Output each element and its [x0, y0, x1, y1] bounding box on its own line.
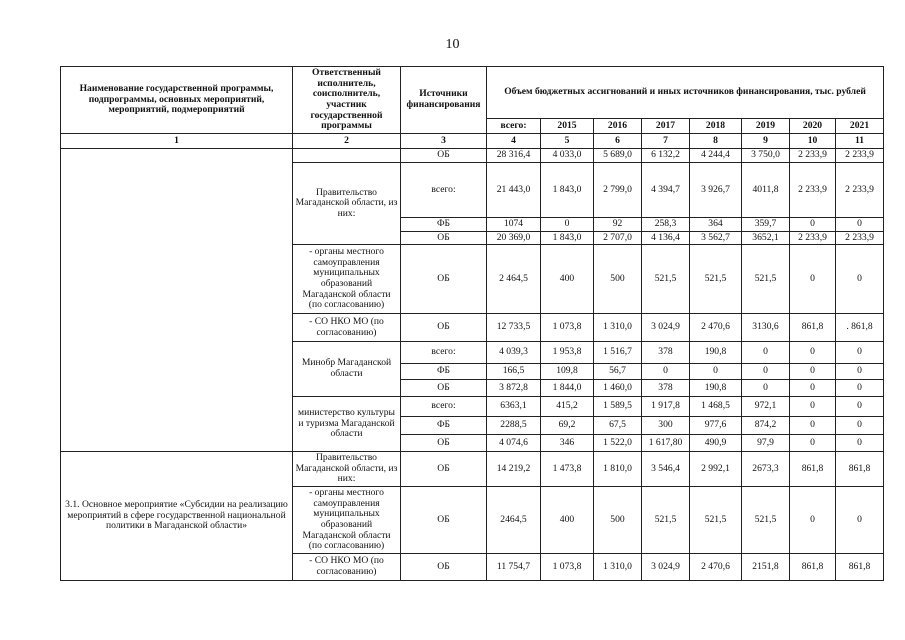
- value-cell: 346: [541, 435, 594, 452]
- program-name-cell: [61, 149, 293, 452]
- value-cell: 1 844,0: [541, 380, 594, 397]
- value-cell: 0: [790, 380, 836, 397]
- value-cell: 2 470,6: [690, 314, 742, 342]
- source-cell: всего:: [401, 397, 487, 417]
- col-executor-header: Ответственный исполнитель, соисполнитель, участник государственной программы: [293, 67, 401, 134]
- value-cell: 2 470,6: [690, 554, 742, 581]
- header-row: [61, 67, 884, 119]
- value-cell: 378: [642, 342, 690, 364]
- value-cell: . 861,8: [836, 314, 884, 342]
- source-cell: ОБ: [401, 487, 487, 554]
- col-name-header: Наименование государственной программы, подпрограммы, основных мероприятий, мероприятий, подмероприятий: [61, 67, 293, 134]
- value-cell: 92: [594, 218, 642, 232]
- value-cell: 190,8: [690, 380, 742, 397]
- year-header: 2015: [541, 119, 594, 134]
- column-number: 6: [594, 134, 642, 149]
- value-cell: 4 074,6: [487, 435, 541, 452]
- executor-cell: - органы местного самоуправления муниципальных образований Магаданской области (по согласованию): [293, 245, 401, 314]
- value-cell: 415,2: [541, 397, 594, 417]
- value-cell: 3652,1: [742, 232, 790, 245]
- value-cell: 0: [836, 218, 884, 232]
- value-cell: 3 546,4: [642, 452, 690, 487]
- value-cell: 0: [790, 435, 836, 452]
- column-number: 8: [690, 134, 742, 149]
- value-cell: 1 522,0: [594, 435, 642, 452]
- value-cell: 0: [790, 342, 836, 364]
- value-cell: 378: [642, 380, 690, 397]
- value-cell: 0: [836, 417, 884, 435]
- value-cell: 2 233,9: [790, 232, 836, 245]
- source-cell: ОБ: [401, 232, 487, 245]
- value-cell: 359,7: [742, 218, 790, 232]
- executor-cell: Правительство Магаданской области, из них:: [293, 163, 401, 245]
- value-cell: 4 244,4: [690, 149, 742, 163]
- value-cell: 2288,5: [487, 417, 541, 435]
- value-cell: 258,3: [642, 218, 690, 232]
- value-cell: 521,5: [690, 487, 742, 554]
- value-cell: 2 233,9: [790, 163, 836, 218]
- value-cell: 3 562,7: [690, 232, 742, 245]
- column-number: 7: [642, 134, 690, 149]
- value-cell: 521,5: [742, 245, 790, 314]
- col-volume-header: Объем бюджетных ассигнований и иных источников финансирования, тыс. рублей: [487, 67, 884, 119]
- value-cell: 490,9: [690, 435, 742, 452]
- source-cell: ОБ: [401, 554, 487, 581]
- source-cell: ОБ: [401, 380, 487, 397]
- value-cell: 2 233,9: [836, 163, 884, 218]
- value-cell: 1 073,8: [541, 554, 594, 581]
- value-cell: 861,8: [790, 554, 836, 581]
- source-cell: всего:: [401, 342, 487, 364]
- year-header: 2018: [690, 119, 742, 134]
- value-cell: 97,9: [742, 435, 790, 452]
- value-cell: 2 464,5: [487, 245, 541, 314]
- value-cell: 1 953,8: [541, 342, 594, 364]
- page-number: 10: [445, 37, 460, 52]
- value-cell: 3 024,9: [642, 314, 690, 342]
- value-cell: 2 992,1: [690, 452, 742, 487]
- value-cell: 2 233,9: [790, 149, 836, 163]
- value-cell: 2 233,9: [836, 232, 884, 245]
- value-cell: 0: [790, 364, 836, 380]
- value-cell: 0: [742, 342, 790, 364]
- value-cell: 1 843,0: [541, 163, 594, 218]
- column-number: 2: [293, 134, 401, 149]
- value-cell: 2 233,9: [836, 149, 884, 163]
- year-header: 2021: [836, 119, 884, 134]
- value-cell: 0: [836, 245, 884, 314]
- value-cell: 0: [642, 364, 690, 380]
- value-cell: 0: [790, 417, 836, 435]
- value-cell: 1 468,5: [690, 397, 742, 417]
- value-cell: 4 039,3: [487, 342, 541, 364]
- value-cell: 2 799,0: [594, 163, 642, 218]
- value-cell: 300: [642, 417, 690, 435]
- executor-cell: - СО НКО МО (по согласованию): [293, 314, 401, 342]
- table-row: [61, 149, 884, 163]
- year-header: 2019: [742, 119, 790, 134]
- value-cell: 20 369,0: [487, 232, 541, 245]
- column-number: 11: [836, 134, 884, 149]
- executor-cell: Минобр Магаданской области: [293, 342, 401, 397]
- value-cell: 1 473,8: [541, 452, 594, 487]
- source-cell: ОБ: [401, 149, 487, 163]
- value-cell: 0: [836, 487, 884, 554]
- budget-table: [60, 66, 884, 581]
- value-cell: 400: [541, 245, 594, 314]
- column-number: 9: [742, 134, 790, 149]
- value-cell: 14 219,2: [487, 452, 541, 487]
- value-cell: 21 443,0: [487, 163, 541, 218]
- value-cell: 3130,6: [742, 314, 790, 342]
- column-number-row: [61, 134, 884, 149]
- value-cell: 1074: [487, 218, 541, 232]
- value-cell: 0: [742, 364, 790, 380]
- value-cell: 521,5: [742, 487, 790, 554]
- executor-cell: - органы местного самоуправления муниципальных образований Магаданской области (по согласованию): [293, 487, 401, 554]
- source-cell: ОБ: [401, 245, 487, 314]
- value-cell: 521,5: [642, 245, 690, 314]
- column-number: 1: [61, 134, 293, 149]
- value-cell: 1 843,0: [541, 232, 594, 245]
- value-cell: 0: [836, 435, 884, 452]
- year-header: 2017: [642, 119, 690, 134]
- year-header: всего:: [487, 119, 541, 134]
- value-cell: 67,5: [594, 417, 642, 435]
- value-cell: 28 316,4: [487, 149, 541, 163]
- value-cell: 1 617,80: [642, 435, 690, 452]
- value-cell: 0: [790, 245, 836, 314]
- value-cell: 400: [541, 487, 594, 554]
- value-cell: 861,8: [790, 452, 836, 487]
- value-cell: 4 394,7: [642, 163, 690, 218]
- value-cell: 0: [836, 342, 884, 364]
- value-cell: 0: [541, 218, 594, 232]
- value-cell: 4011,8: [742, 163, 790, 218]
- value-cell: 0: [742, 380, 790, 397]
- value-cell: 0: [836, 397, 884, 417]
- value-cell: 6363,1: [487, 397, 541, 417]
- value-cell: 0: [690, 364, 742, 380]
- value-cell: 69,2: [541, 417, 594, 435]
- executor-cell: министерство культуры и туризма Магаданской области: [293, 397, 401, 452]
- value-cell: 3 872,8: [487, 380, 541, 397]
- value-cell: 861,8: [836, 452, 884, 487]
- value-cell: 4 033,0: [541, 149, 594, 163]
- value-cell: 0: [836, 364, 884, 380]
- source-cell: ФБ: [401, 364, 487, 380]
- value-cell: 190,8: [690, 342, 742, 364]
- executor-cell: - СО НКО МО (по согласованию): [293, 554, 401, 581]
- value-cell: 874,2: [742, 417, 790, 435]
- value-cell: 109,8: [541, 364, 594, 380]
- table-row: [61, 452, 884, 487]
- value-cell: 3 926,7: [690, 163, 742, 218]
- value-cell: 3 750,0: [742, 149, 790, 163]
- source-cell: ОБ: [401, 435, 487, 452]
- source-cell: ОБ: [401, 452, 487, 487]
- value-cell: 1 073,8: [541, 314, 594, 342]
- value-cell: 1 310,0: [594, 554, 642, 581]
- value-cell: 5 689,0: [594, 149, 642, 163]
- column-number: 3: [401, 134, 487, 149]
- year-header: 2016: [594, 119, 642, 134]
- source-cell: ФБ: [401, 417, 487, 435]
- year-header: 2020: [790, 119, 836, 134]
- value-cell: 0: [790, 487, 836, 554]
- value-cell: 1 589,5: [594, 397, 642, 417]
- value-cell: 11 754,7: [487, 554, 541, 581]
- value-cell: 972,1: [742, 397, 790, 417]
- value-cell: 4 136,4: [642, 232, 690, 245]
- value-cell: 1 516,7: [594, 342, 642, 364]
- value-cell: 0: [790, 397, 836, 417]
- value-cell: 0: [836, 380, 884, 397]
- value-cell: 2151,8: [742, 554, 790, 581]
- value-cell: 166,5: [487, 364, 541, 380]
- executor-cell: [293, 149, 401, 163]
- column-number: 4: [487, 134, 541, 149]
- value-cell: 521,5: [642, 487, 690, 554]
- value-cell: 56,7: [594, 364, 642, 380]
- value-cell: 500: [594, 245, 642, 314]
- value-cell: 1 310,0: [594, 314, 642, 342]
- value-cell: 2673,3: [742, 452, 790, 487]
- value-cell: 1 460,0: [594, 380, 642, 397]
- value-cell: 861,8: [790, 314, 836, 342]
- value-cell: 977,6: [690, 417, 742, 435]
- value-cell: 521,5: [690, 245, 742, 314]
- value-cell: 500: [594, 487, 642, 554]
- value-cell: 1 917,8: [642, 397, 690, 417]
- source-cell: всего:: [401, 163, 487, 218]
- value-cell: 2464,5: [487, 487, 541, 554]
- col-source-header: Источники финансирования: [401, 67, 487, 134]
- value-cell: 6 132,2: [642, 149, 690, 163]
- value-cell: 1 810,0: [594, 452, 642, 487]
- source-cell: ОБ: [401, 314, 487, 342]
- source-cell: ФБ: [401, 218, 487, 232]
- executor-cell: Правительство Магаданской области, из них:: [293, 452, 401, 487]
- value-cell: 2 707,0: [594, 232, 642, 245]
- value-cell: 0: [790, 218, 836, 232]
- column-number: 5: [541, 134, 594, 149]
- value-cell: 861,8: [836, 554, 884, 581]
- value-cell: 12 733,5: [487, 314, 541, 342]
- value-cell: 3 024,9: [642, 554, 690, 581]
- column-number: 10: [790, 134, 836, 149]
- program-name-cell: 3.1. Основное мероприятие «Субсидии на реализацию мероприятий в сфере государственной национальной политики в Магаданской области»: [61, 452, 293, 581]
- value-cell: 364: [690, 218, 742, 232]
